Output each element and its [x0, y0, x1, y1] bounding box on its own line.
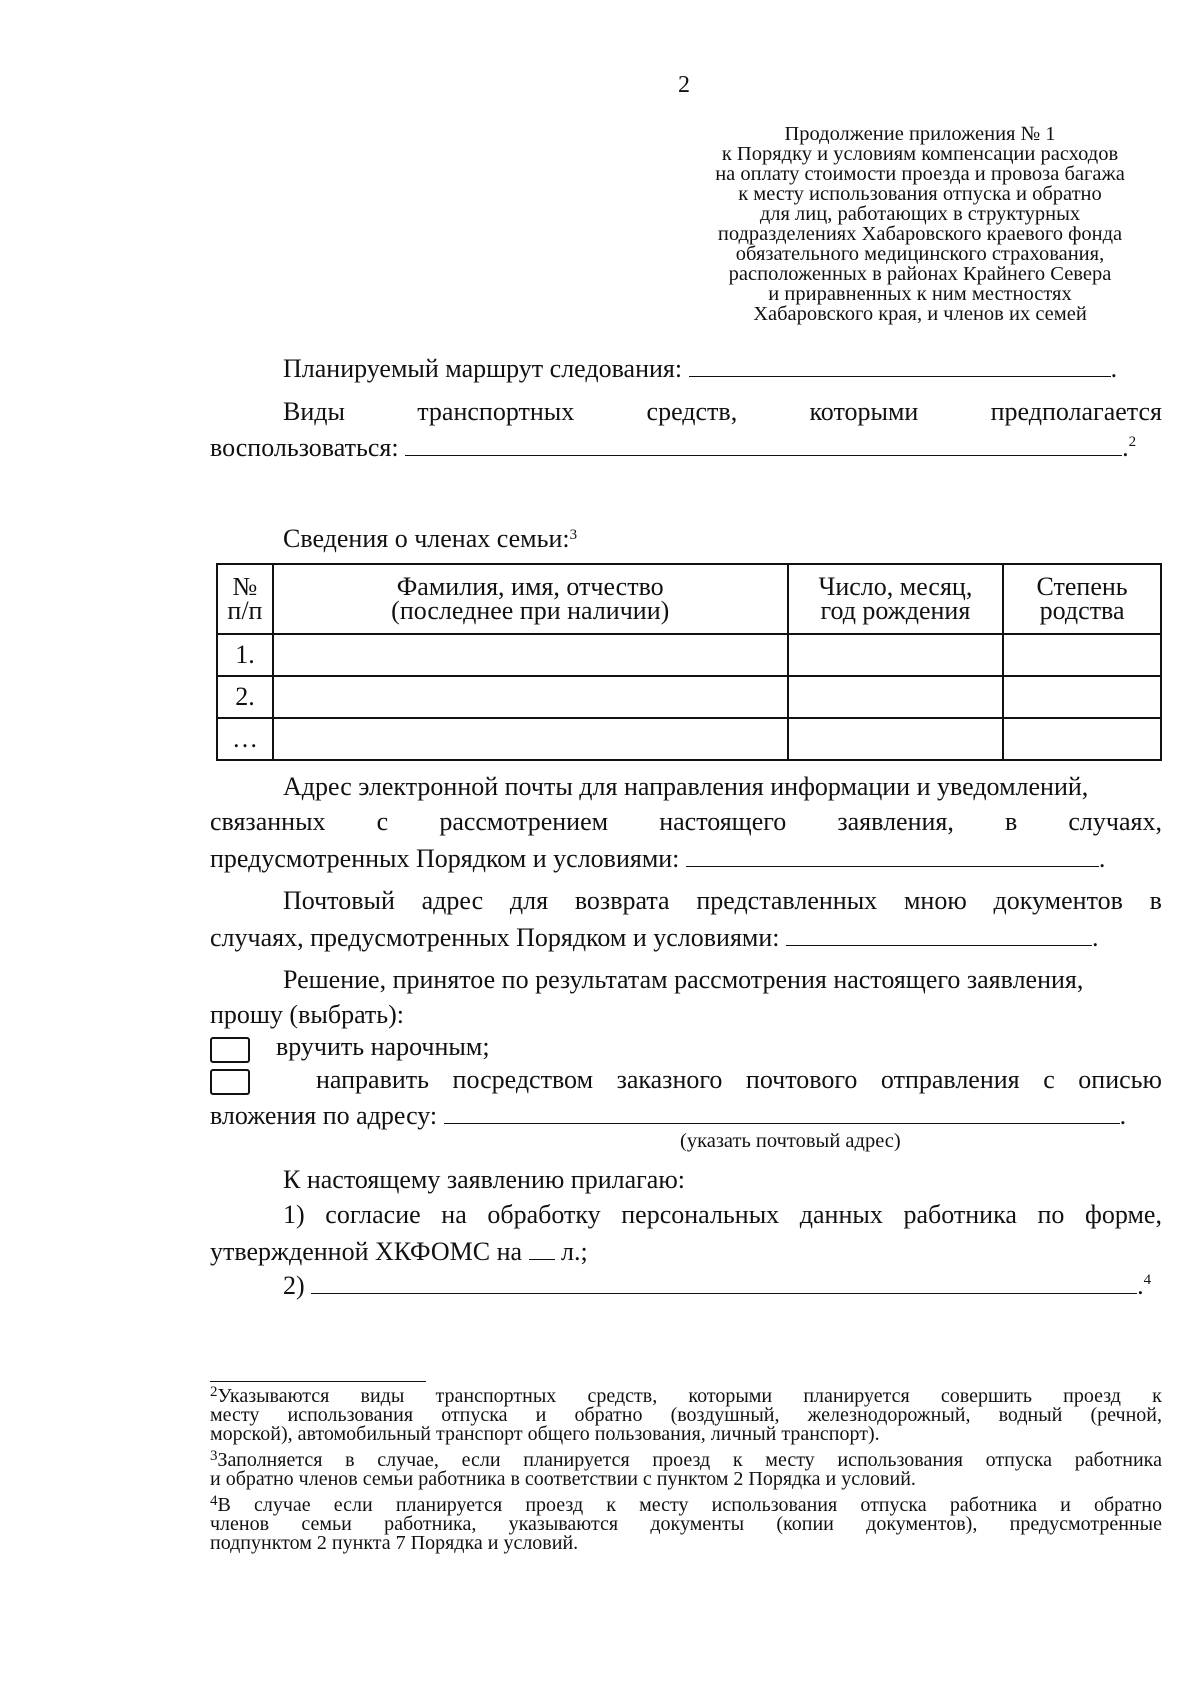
attachment-item-1-line-2	[210, 1233, 588, 1269]
word: случае	[253, 1494, 311, 1516]
word: железнодорожный,	[807, 1404, 971, 1426]
word: планируется	[395, 1494, 503, 1516]
mail-address-field[interactable]	[444, 1097, 1120, 1124]
header-line: Продолжение приложения № 1	[784, 123, 1056, 145]
relation-cell[interactable]	[1003, 676, 1161, 718]
name-cell[interactable]	[273, 676, 788, 718]
word: в	[1005, 807, 1018, 836]
word: членов	[210, 1513, 270, 1535]
word: месту	[765, 1449, 815, 1471]
word: предполагается	[990, 397, 1162, 426]
footnote-3	[210, 1448, 1162, 1490]
word: если	[461, 1449, 501, 1471]
transport-line-2	[210, 429, 1136, 465]
header-line: подразделениях Хабаровского краевого фонда	[717, 223, 1123, 245]
transport-line-1	[283, 395, 1162, 429]
mail-address-line	[210, 1097, 1126, 1133]
word: указываются	[508, 1513, 619, 1535]
word: 1)	[283, 1200, 305, 1229]
footnote-ref: 2	[1128, 434, 1137, 450]
header-line: для лиц, работающих в структурных	[759, 203, 1081, 225]
word: связанных	[210, 807, 326, 836]
header-line: Хабаровского края, и членов их семей	[753, 303, 1087, 325]
word: по	[1037, 1200, 1065, 1229]
word: семьи	[301, 1513, 352, 1535]
table-header-row	[217, 564, 1161, 634]
family-table	[216, 563, 1162, 761]
word: обратно	[574, 1404, 643, 1426]
transport-label: воспользоваться:	[210, 433, 399, 462]
postal-line-1	[283, 884, 1162, 918]
postal-field[interactable]	[786, 919, 1092, 946]
footnote-number: 3	[210, 1448, 218, 1464]
word: (воздушный,	[670, 1404, 780, 1426]
word: к	[1152, 1385, 1162, 1407]
birth-cell[interactable]	[788, 634, 1004, 676]
mail-address-label: вложения по адресу:	[210, 1101, 438, 1130]
option-deliver-in-person: вручить нарочным;	[276, 1032, 490, 1061]
word: Виды	[283, 397, 345, 426]
word: представленных	[696, 886, 878, 915]
word: в	[345, 1449, 355, 1471]
route-field[interactable]	[689, 350, 1111, 377]
word: $^4$В	[210, 1493, 231, 1516]
header-line: и приравненных к ним местностях	[768, 283, 1072, 305]
word: документы	[650, 1513, 745, 1535]
transport-field[interactable]	[405, 429, 1122, 456]
header-line: к Порядку и условиям компенсации расходов	[721, 143, 1119, 165]
word: месту	[210, 1404, 260, 1426]
word: использования	[837, 1449, 963, 1471]
word: для	[509, 886, 549, 915]
word: и	[1060, 1494, 1071, 1516]
word: использования	[711, 1494, 838, 1516]
word: данных	[799, 1200, 883, 1229]
word: документов	[993, 886, 1123, 915]
attachment-item-2-field[interactable]	[311, 1267, 1137, 1294]
email-line-3	[210, 840, 1105, 876]
word: с	[376, 807, 389, 836]
option-send-by-mail	[316, 1063, 1162, 1097]
footnote-line: морской), автомобильный транспорт общего пользования, личный транспорт).	[210, 1423, 880, 1445]
word: планируется	[523, 1449, 630, 1471]
email-label: предусмотренных Порядком и условиями:	[210, 844, 680, 873]
mail-address-end: .	[1119, 1101, 1127, 1130]
word: к	[732, 1449, 743, 1471]
family-label-text: Сведения о членах семьи:	[283, 524, 570, 553]
postal-label: случаях, предусмотренных Порядком и условиями:	[210, 923, 780, 952]
relation-cell[interactable]	[1003, 718, 1161, 760]
word: транспортных	[417, 397, 575, 426]
word: работника	[949, 1494, 1038, 1516]
item-2-prefix: 2)	[283, 1271, 305, 1300]
word: случае,	[377, 1449, 439, 1471]
word: Почтовый	[283, 886, 395, 915]
word: средств,	[646, 397, 738, 426]
postal-end: .	[1092, 923, 1099, 952]
word: отпуска	[860, 1494, 927, 1516]
word: направить	[316, 1065, 429, 1094]
word: согласие	[325, 1200, 421, 1229]
word: обратно	[1094, 1494, 1162, 1516]
attachment-item-1	[283, 1198, 1162, 1232]
word: водный	[998, 1404, 1063, 1426]
word: случаях,	[1068, 807, 1162, 836]
sheets-label: л.;	[561, 1237, 588, 1266]
decision-line-1: Решение, принятое по результатам рассмотрения настоящего заявления,	[283, 965, 1084, 994]
mail-address-hint: (указать почтовый адрес)	[680, 1130, 901, 1152]
table-row	[217, 634, 1161, 676]
word: работника	[1074, 1449, 1162, 1471]
word: которыми	[688, 1385, 773, 1407]
checkbox-send-by-mail[interactable]	[210, 1069, 250, 1095]
word: (речной,	[1090, 1404, 1162, 1426]
family-label	[283, 522, 577, 556]
footnote-divider	[210, 1381, 426, 1382]
word: совершить	[940, 1385, 1032, 1407]
word: планируется	[803, 1385, 910, 1407]
word: средств,	[587, 1385, 658, 1407]
footnote-4	[210, 1493, 1162, 1554]
route-end: .	[1110, 354, 1118, 383]
word: (копии	[776, 1513, 834, 1535]
word: посредством	[452, 1065, 594, 1094]
decision-line-2: прошу (выбрать):	[210, 1000, 405, 1029]
word: и	[535, 1404, 547, 1426]
word: транспортных	[435, 1385, 557, 1407]
column-header: № п/п	[217, 564, 273, 634]
word: проезд	[652, 1449, 711, 1471]
word: обработку	[487, 1200, 601, 1229]
row-number: …	[217, 718, 273, 760]
header-line: обязательного медицинского страхования,	[735, 243, 1105, 265]
column-header: Фамилия, имя, отчество (последнее при наличии)	[273, 564, 788, 634]
name-cell[interactable]	[273, 634, 788, 676]
item-2-end: .	[1137, 1271, 1144, 1300]
footnote-number: 4	[210, 1493, 218, 1509]
attachment-item-2	[283, 1267, 1151, 1303]
word: с	[1043, 1065, 1055, 1094]
email-end: .	[1098, 844, 1106, 873]
word: работника,	[384, 1513, 477, 1535]
table-row	[217, 718, 1161, 760]
footnote-2	[210, 1384, 1162, 1445]
word: использования	[287, 1404, 414, 1426]
footnote-line: подпунктом 2 пункта 7 Порядка и условий.	[210, 1532, 579, 1554]
word: виды	[360, 1385, 405, 1407]
header-line: расположенных в районах Крайнего Севера	[728, 263, 1112, 285]
sheet-count-field[interactable]	[529, 1233, 555, 1260]
word: настоящего	[659, 807, 787, 836]
word: к	[606, 1494, 616, 1516]
word: мною	[903, 886, 967, 915]
word: работника	[903, 1200, 1017, 1229]
word: рассмотрением	[439, 807, 609, 836]
header-line: на оплату стоимости проезда и провоза багажа	[715, 163, 1125, 185]
word: проезд	[525, 1494, 584, 1516]
word: если	[333, 1494, 373, 1516]
relation-cell[interactable]	[1003, 634, 1161, 676]
word: почтового	[745, 1065, 858, 1094]
email-line-2	[210, 805, 1162, 839]
column-header: Число, месяц, год рождения	[788, 564, 1004, 634]
word: документов),	[866, 1513, 978, 1535]
word: в	[1149, 886, 1162, 915]
footnote-number: 2	[210, 1384, 218, 1400]
checkbox-deliver-in-person[interactable]	[210, 1037, 250, 1063]
row-number: 1.	[217, 634, 273, 676]
approval-label: утвержденной ХКФОМС на	[210, 1237, 523, 1266]
word: адрес	[421, 886, 484, 915]
word: $^3$Заполняется	[210, 1448, 323, 1471]
route-label: Планируемый маршрут следования:	[283, 354, 683, 383]
word: на	[441, 1200, 467, 1229]
column-header: Степень родства	[1003, 564, 1161, 634]
postal-line-2	[210, 919, 1099, 955]
appendix-header	[660, 124, 1180, 324]
row-number: 2.	[217, 676, 273, 718]
word: месту	[639, 1494, 689, 1516]
email-field[interactable]	[686, 840, 1099, 867]
birth-cell[interactable]	[788, 676, 1004, 718]
word: отпуска	[985, 1449, 1053, 1471]
footnote-ref: 3	[569, 527, 578, 543]
footnote-line: и обратно членов семьи работника в соответствии с пунктом 2 Порядка и условий.	[210, 1468, 916, 1490]
name-cell[interactable]	[273, 718, 788, 760]
word: форме,	[1085, 1200, 1162, 1229]
word: заявления,	[837, 807, 954, 836]
header-line: к месту использования отпуска и обратно	[738, 183, 1102, 205]
word: отпуска	[441, 1404, 508, 1426]
transport-end: .	[1122, 433, 1129, 462]
word: описью	[1078, 1065, 1162, 1094]
word: которыми	[809, 397, 919, 426]
word: предусмотренные	[1009, 1513, 1162, 1535]
word: отправления	[880, 1065, 1020, 1094]
word: проезд	[1063, 1385, 1121, 1407]
footnote-ref: 4	[1143, 1272, 1152, 1288]
word: возврата	[574, 886, 670, 915]
email-line-1: Адрес электронной почты для направления информации и уведомлений,	[283, 772, 1089, 801]
page-number: 2	[678, 72, 690, 98]
attachments-intro: К настоящему заявлению прилагаю:	[283, 1165, 685, 1194]
table-row	[217, 676, 1161, 718]
word: $^2$Указываются	[210, 1384, 330, 1407]
word: персональных	[621, 1200, 780, 1229]
word: заказного	[616, 1065, 723, 1094]
route-line	[283, 350, 1117, 386]
birth-cell[interactable]	[788, 718, 1004, 760]
